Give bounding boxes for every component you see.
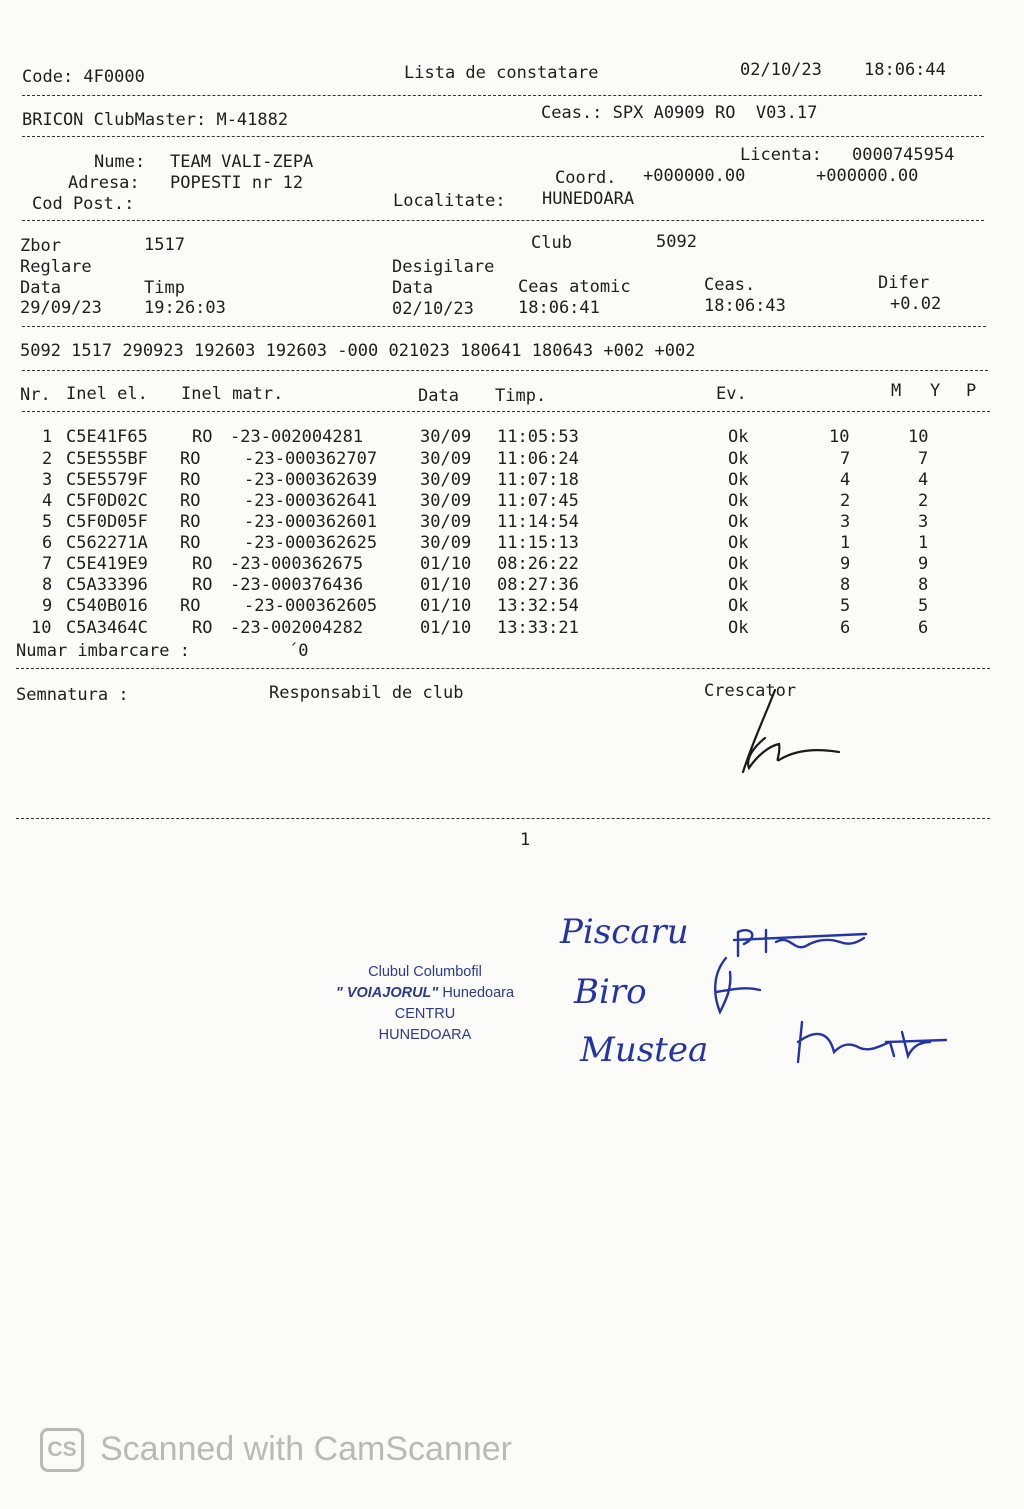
reglare-label: Reglare (20, 257, 92, 277)
row-ro: RO (180, 512, 201, 532)
row-inel-matr: -23-000362675 (230, 554, 364, 574)
ceas-label: Ceas. (704, 275, 756, 295)
stamp-club-name: " VOIAJORUL" (335, 985, 439, 1001)
row-ev: Ok (728, 427, 749, 447)
row-m: 2 (840, 491, 851, 511)
handwritten-name-mustea: Mustea (580, 1030, 709, 1070)
handwritten-name-biro: Biro (574, 972, 647, 1012)
row-timp: 11:05:53 (497, 427, 579, 447)
row-m: 7 (840, 449, 851, 469)
row-y: 5 (918, 596, 929, 616)
clock-label: Ceas.: SPX A0909 RO V03.17 (541, 103, 818, 123)
numar-imbarcare-value: ´0 (288, 641, 309, 661)
divider (22, 136, 984, 137)
row-data: 30/09 (420, 427, 472, 447)
row-ev: Ok (728, 533, 749, 553)
reglare-data: 29/09/23 (20, 298, 102, 318)
row-inel-el: C562271A (66, 533, 148, 553)
row-m: 1 (840, 533, 851, 553)
divider (22, 220, 984, 221)
row-timp: 11:15:13 (497, 533, 579, 553)
club-value: 5092 (656, 232, 697, 252)
desig-data-label: Data (392, 278, 433, 298)
table-row (0, 512, 1024, 533)
row-timp: 08:26:22 (497, 554, 579, 574)
stamp-line-2 (300, 983, 550, 1004)
row-data: 01/10 (420, 618, 472, 638)
row-inel-el: C5A33396 (66, 575, 148, 595)
club-stamp (300, 962, 550, 1046)
col-m: M (891, 381, 902, 401)
table-row (0, 618, 1024, 639)
row-ro: RO (180, 533, 201, 553)
desigilare-label: Desigilare (392, 257, 495, 277)
ceas-atomic-label: Ceas atomic (518, 277, 631, 297)
row-nr: 8 (42, 575, 53, 595)
row-ro: RO (192, 427, 213, 447)
row-inel-matr: -23-000362601 (244, 512, 378, 532)
ceas-value: 18:06:43 (704, 296, 786, 316)
row-data: 30/09 (420, 512, 472, 532)
row-inel-el: C5E555BF (66, 449, 148, 469)
row-nr: 6 (42, 533, 53, 553)
table-row (0, 427, 1024, 448)
row-m: 6 (840, 618, 851, 638)
table-row (0, 449, 1024, 470)
zbor-label: Zbor (20, 236, 61, 256)
row-ev: Ok (728, 575, 749, 595)
row-ev: Ok (728, 554, 749, 574)
row-data: 30/09 (420, 491, 472, 511)
table-row (0, 533, 1024, 554)
row-data: 01/10 (420, 596, 472, 616)
row-inel-matr: -23-000362605 (244, 596, 378, 616)
row-inel-el: C540B016 (66, 596, 148, 616)
licenta-label: Licenta: (740, 145, 822, 165)
row-ev: Ok (728, 491, 749, 511)
table-row (0, 575, 1024, 596)
stamp-line-4: HUNEDOARA (378, 1027, 472, 1043)
zbor-value: 1517 (144, 235, 185, 255)
table-row (0, 470, 1024, 491)
coord-x: +000000.00 (643, 166, 746, 186)
table-row (0, 554, 1024, 575)
system-label: BRICON ClubMaster: M-41882 (22, 110, 289, 130)
row-ev: Ok (728, 618, 749, 638)
reglare-timp-label: Timp (144, 278, 185, 298)
row-nr: 4 (42, 491, 53, 511)
document-code: Code: 4F0000 (22, 67, 145, 87)
row-timp: 11:06:24 (497, 449, 579, 469)
difer-value: +0.02 (890, 294, 942, 314)
row-data: 30/09 (420, 533, 472, 553)
crescator-label: Crescator (704, 681, 797, 701)
row-ro: RO (192, 554, 213, 574)
divider (16, 668, 990, 669)
row-nr: 2 (42, 449, 53, 469)
row-y: 9 (918, 554, 929, 574)
divider (22, 370, 988, 371)
localitate-label: Localitate: (393, 191, 506, 211)
row-nr: 3 (42, 470, 53, 490)
row-inel-el: C5E5579F (66, 470, 148, 490)
row-y: 3 (918, 512, 929, 532)
page-number: 1 (520, 830, 531, 850)
semnatura-label: Semnatura : (16, 685, 129, 705)
table-row (0, 596, 1024, 617)
codpost-label: Cod Post.: (32, 194, 135, 214)
row-m: 10 (829, 427, 850, 447)
row-inel-el: C5E419E9 (66, 554, 148, 574)
row-m: 3 (840, 512, 851, 532)
row-timp: 11:07:18 (497, 470, 579, 490)
row-y: 8 (918, 575, 929, 595)
row-timp: 11:14:54 (497, 512, 579, 532)
signature-biro (696, 952, 766, 1022)
row-nr: 10 (31, 618, 52, 638)
row-data: 01/10 (420, 554, 472, 574)
camscanner-watermark (40, 1428, 560, 1474)
row-y: 2 (918, 491, 929, 511)
reglare-data-label: Data (20, 278, 61, 298)
col-y: Y (930, 381, 941, 401)
row-ro: RO (180, 491, 201, 511)
row-inel-matr: -23-000362639 (244, 470, 378, 490)
row-y: 10 (908, 427, 929, 447)
row-ro: RO (180, 449, 201, 469)
row-m: 8 (840, 575, 851, 595)
nume-label: Nume: (94, 152, 146, 172)
row-ro: RO (192, 575, 213, 595)
col-data: Data (418, 386, 459, 406)
row-y: 7 (918, 449, 929, 469)
divider (22, 95, 982, 96)
reglare-timp: 19:26:03 (144, 298, 226, 318)
row-ev: Ok (728, 512, 749, 532)
table-row (0, 491, 1024, 512)
licenta-value: 0000745954 (852, 145, 955, 165)
row-inel-matr: -23-000376436 (230, 575, 364, 595)
document-title: Lista de constatare (404, 63, 599, 83)
row-m: 5 (840, 596, 851, 616)
row-nr: 9 (42, 596, 53, 616)
row-timp: 11:07:45 (497, 491, 579, 511)
numar-imbarcare-label: Numar imbarcare : (16, 641, 190, 661)
row-nr: 7 (42, 554, 53, 574)
responsabil-label: Responsabil de club (269, 683, 464, 703)
row-m: 4 (840, 470, 851, 490)
row-ro: RO (180, 470, 201, 490)
col-timp: Timp. (495, 386, 547, 406)
row-inel-matr: -23-000362641 (244, 491, 378, 511)
club-label: Club (531, 233, 572, 253)
row-inel-el: C5F0D05F (66, 512, 148, 532)
col-ev: Ev. (716, 384, 747, 404)
stamp-city: Hunedoara (442, 985, 515, 1001)
row-ev: Ok (728, 449, 749, 469)
row-inel-el: C5A3464C (66, 618, 148, 638)
signature-mustea (790, 1012, 950, 1072)
row-y: 6 (918, 618, 929, 638)
divider (16, 818, 990, 819)
nume-value: TEAM VALI-ZEPA (170, 152, 314, 172)
row-inel-matr: -23-000362707 (244, 449, 378, 469)
desig-data: 02/10/23 (392, 299, 474, 319)
col-inel-el: Inel el. (66, 384, 148, 404)
adresa-value: POPESTI nr 12 (170, 173, 304, 193)
difer-label: Difer (878, 273, 930, 293)
ceas-atomic-value: 18:06:41 (518, 298, 600, 318)
localitate-value: HUNEDOARA (542, 189, 635, 209)
handwritten-name-piscaru: Piscaru (560, 912, 689, 952)
camscanner-text: Scanned with CamScanner (100, 1430, 513, 1468)
divider (22, 326, 986, 327)
row-timp: 13:33:21 (497, 618, 579, 638)
row-y: 4 (918, 470, 929, 490)
adresa-label: Adresa: (68, 173, 140, 193)
crescator-signature (735, 686, 845, 778)
print-time: 18:06:44 (864, 60, 946, 80)
row-inel-matr: -23-002004282 (230, 618, 364, 638)
row-data: 01/10 (420, 575, 472, 595)
row-ro: RO (192, 618, 213, 638)
row-ro: RO (180, 596, 201, 616)
coord-y: +000000.00 (816, 166, 919, 186)
row-inel-el: C5F0D02C (66, 491, 148, 511)
row-y: 1 (918, 533, 929, 553)
col-p: P (966, 381, 977, 401)
row-data: 30/09 (420, 449, 472, 469)
row-inel-matr: -23-000362625 (244, 533, 378, 553)
row-m: 9 (840, 554, 851, 574)
divider (22, 411, 990, 412)
coord-label: Coord. (555, 168, 617, 188)
row-inel-el: C5E41F65 (66, 427, 148, 447)
row-data: 30/09 (420, 470, 472, 490)
stamp-line-3: CENTRU (394, 1006, 456, 1022)
row-timp: 08:27:36 (497, 575, 579, 595)
row-nr: 1 (42, 427, 53, 447)
flight-summary: 5092 1517 290923 192603 192603 -000 021023 180641 180643 +002 +002 (20, 341, 696, 361)
row-ev: Ok (728, 596, 749, 616)
row-timp: 13:32:54 (497, 596, 579, 616)
print-date: 02/10/23 (740, 60, 822, 80)
col-inel-matr: Inel matr. (181, 384, 284, 404)
camscanner-logo-icon: CS (40, 1428, 84, 1472)
row-inel-matr: -23-002004281 (230, 427, 364, 447)
row-nr: 5 (42, 512, 53, 532)
row-ev: Ok (728, 470, 749, 490)
col-nr: Nr. (20, 385, 51, 405)
stamp-line-1: Clubul Columbofil (368, 964, 482, 980)
